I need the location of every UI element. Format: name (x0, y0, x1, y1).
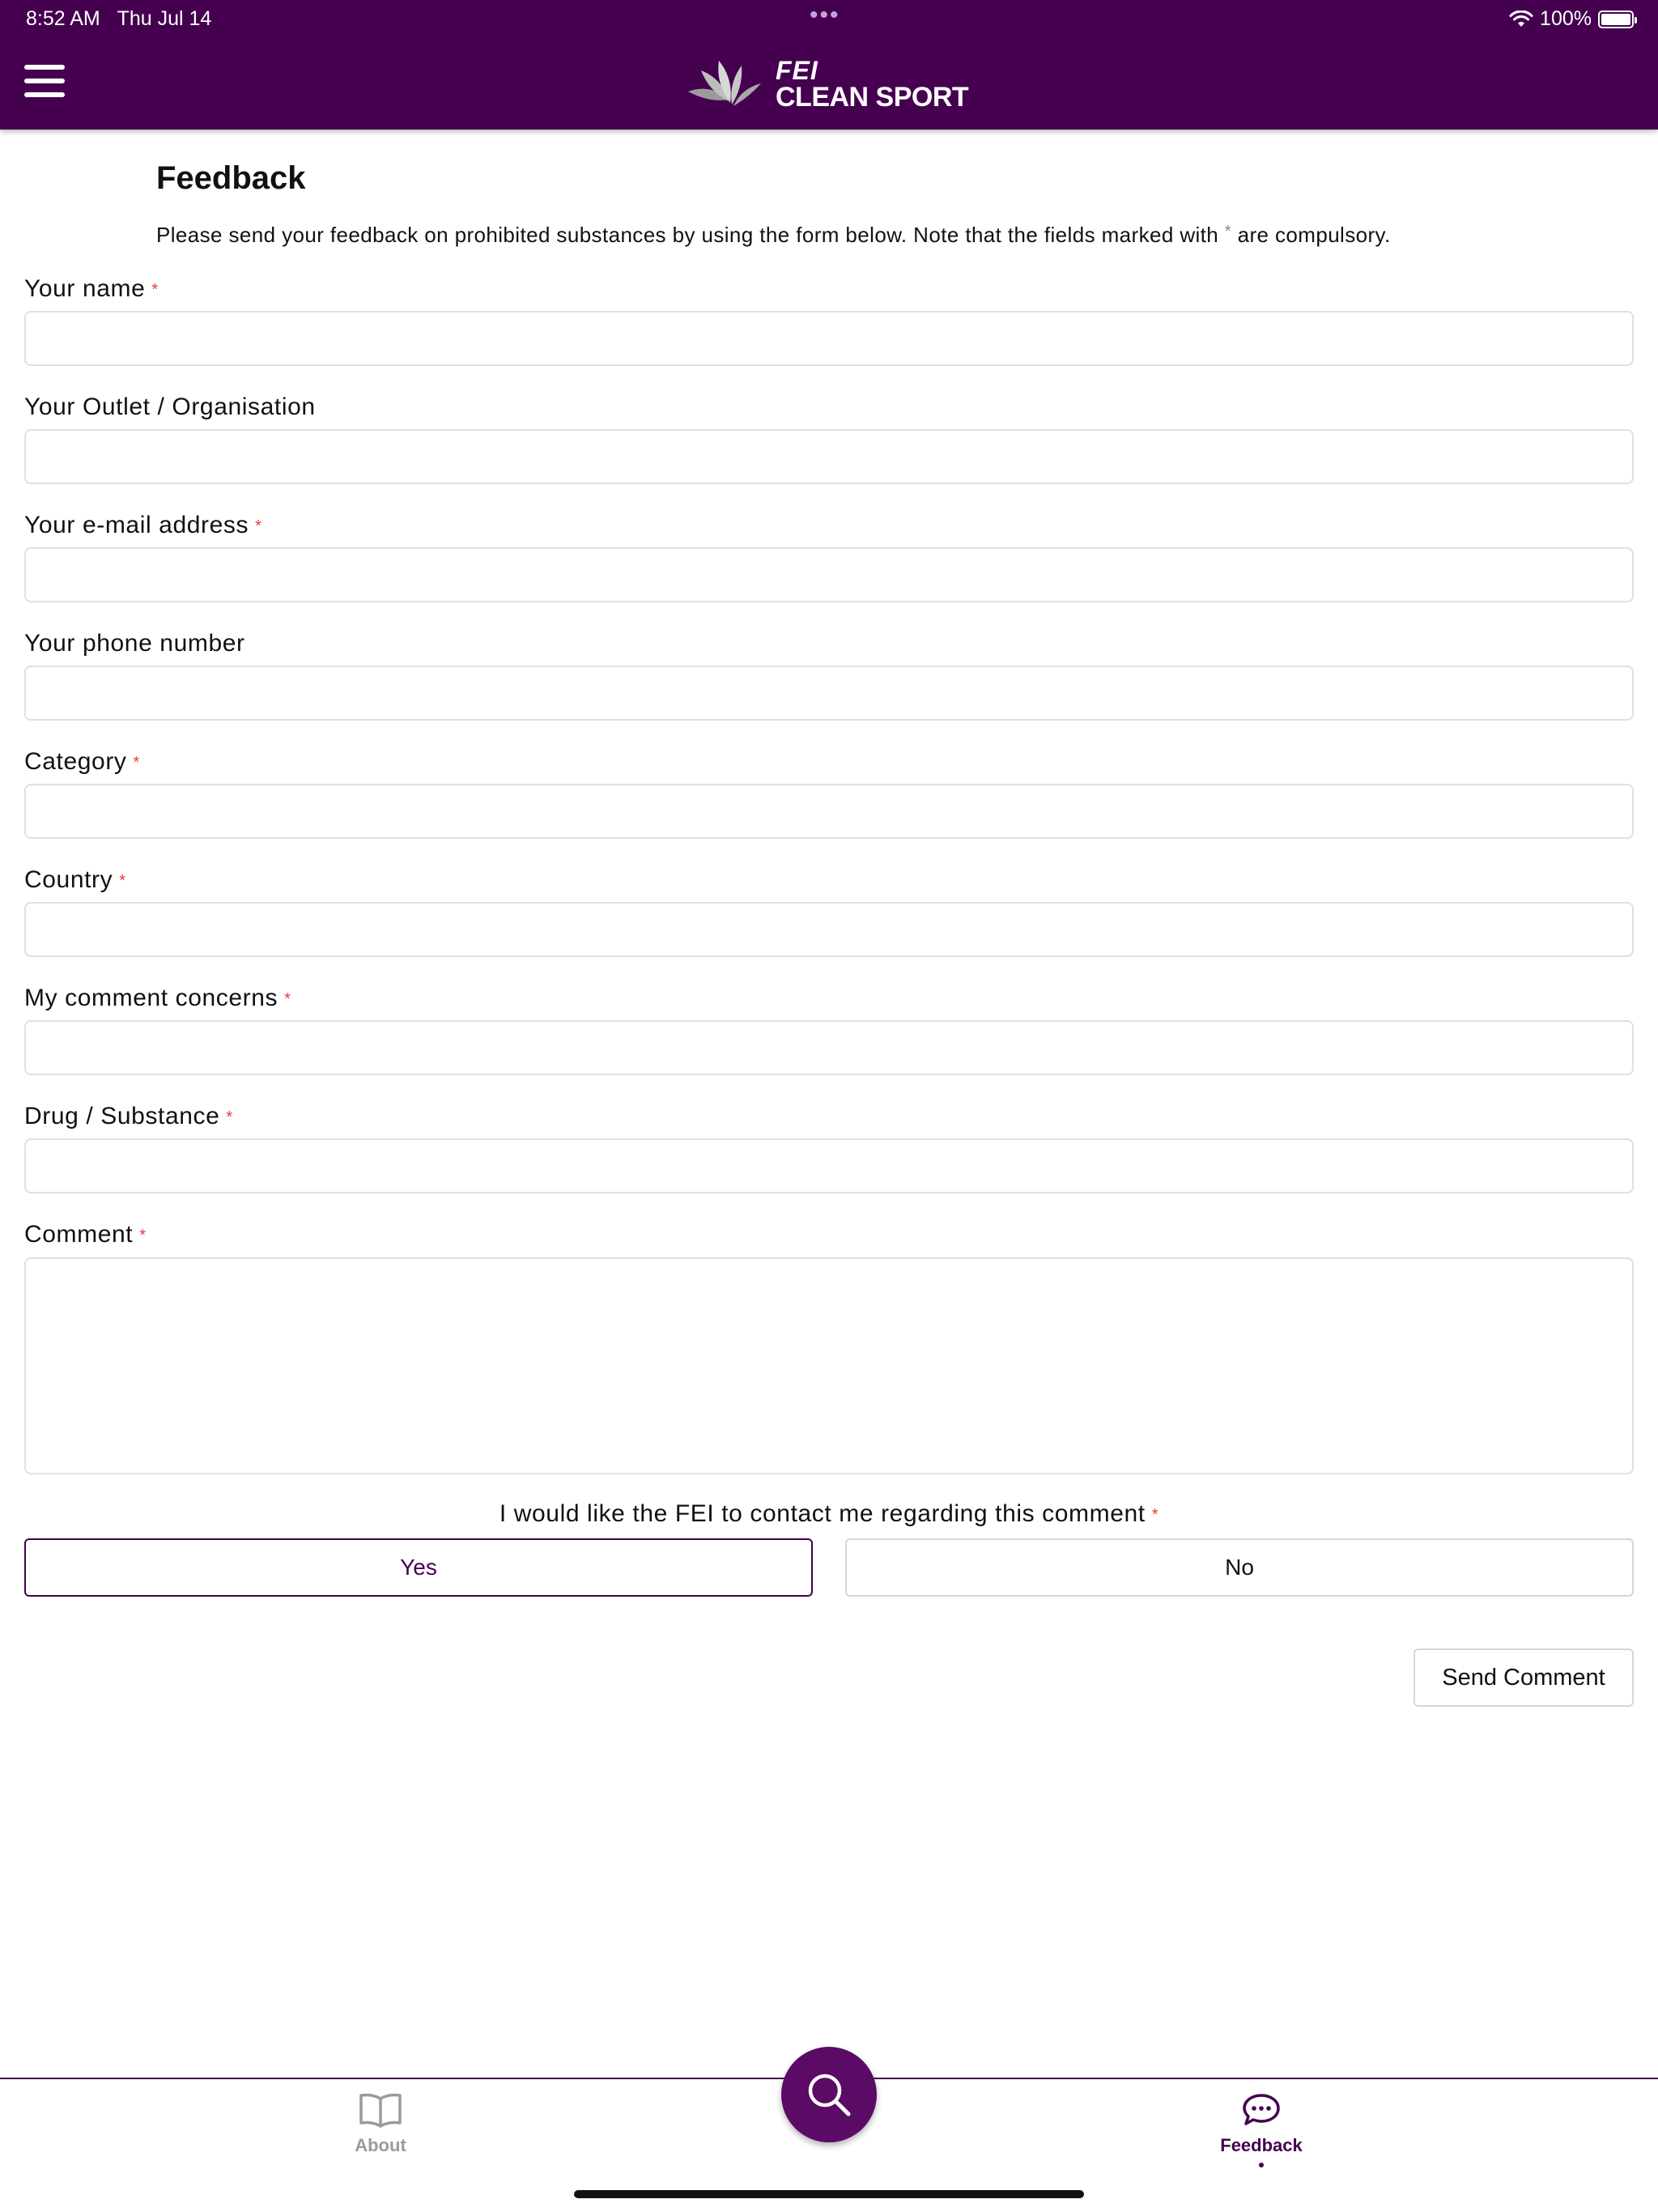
comment-concerns-label (24, 985, 291, 1012)
required-mark: * (255, 517, 262, 535)
intro-text: Please send your feedback on prohibited substances by using the form below. Note that the fields marked with (156, 223, 1219, 247)
country-input[interactable] (24, 902, 1634, 957)
battery-fill (1601, 14, 1630, 25)
status-bar (0, 0, 1658, 39)
comment-textarea[interactable] (24, 1257, 1634, 1474)
comment-concerns-input[interactable] (24, 1020, 1634, 1075)
active-tab-indicator (1259, 2163, 1264, 2167)
logo-text (776, 57, 968, 111)
battery-percent: 100% (1540, 7, 1592, 30)
send-comment-button[interactable]: Send Comment (1414, 1648, 1634, 1707)
tab-feedback-label: Feedback (1220, 2135, 1303, 2155)
name-label (24, 275, 159, 303)
wifi-icon (1509, 11, 1533, 28)
required-mark: * (139, 1226, 147, 1244)
chat-bubble-icon (1242, 2092, 1281, 2128)
contact-question-text: I would like the FEI to contact me regarding this comment (499, 1500, 1146, 1527)
page-intro (156, 223, 1391, 248)
battery-icon (1598, 11, 1634, 28)
page-title: Feedback (156, 160, 306, 196)
required-mark: * (119, 871, 126, 890)
status-time (26, 7, 211, 31)
contact-question (0, 1500, 1658, 1528)
contact-yes-button[interactable]: Yes (24, 1538, 813, 1597)
substance-label-text: Drug / Substance (24, 1103, 220, 1129)
category-label-text: Category (24, 748, 127, 775)
multitask-dots[interactable]: ••• (810, 2, 840, 28)
category-input[interactable] (24, 784, 1634, 839)
intro-star: * (1224, 223, 1231, 240)
search-button[interactable] (781, 2047, 877, 2142)
required-mark: * (133, 753, 140, 772)
category-label (24, 748, 140, 776)
phone-input[interactable] (24, 666, 1634, 721)
email-label-text: Your e-mail address (24, 512, 249, 538)
comment-label (24, 1221, 147, 1249)
phone-label-text: Your phone number (24, 630, 245, 657)
tab-feedback[interactable] (1180, 2092, 1342, 2167)
name-label-text: Your name (24, 275, 146, 302)
tab-about-label: About (355, 2135, 406, 2155)
hamburger-menu-icon[interactable] (24, 65, 65, 100)
logo-clean-sport: CLEAN SPORT (776, 82, 969, 113)
lotus-logo-icon (687, 59, 767, 109)
fei-clean-sport-logo (687, 55, 968, 113)
intro-text-end: are compulsory. (1237, 223, 1391, 247)
search-icon (803, 2069, 855, 2121)
required-mark: * (1151, 1505, 1159, 1524)
organisation-label-text: Your Outlet / Organisation (24, 393, 316, 420)
name-input[interactable] (24, 311, 1634, 366)
email-input[interactable] (24, 547, 1634, 602)
email-label (24, 512, 261, 539)
required-mark: * (284, 989, 291, 1008)
comment-label-text: Comment (24, 1221, 134, 1248)
substance-input[interactable] (24, 1138, 1634, 1193)
tab-about[interactable] (300, 2092, 461, 2156)
home-indicator[interactable] (574, 2190, 1084, 2198)
contact-no-button[interactable]: No (845, 1538, 1634, 1597)
logo-fei: FEI (776, 56, 818, 85)
required-mark: * (151, 280, 159, 299)
comment-concerns-label-text: My comment concerns (24, 985, 278, 1011)
phone-label (24, 630, 245, 657)
required-mark: * (226, 1108, 233, 1126)
organisation-input[interactable] (24, 429, 1634, 484)
app-header (0, 39, 1658, 130)
organisation-label (24, 393, 316, 421)
status-right (1509, 7, 1634, 31)
country-label (24, 866, 126, 894)
book-icon (358, 2092, 403, 2128)
status-date: Thu Jul 14 (117, 7, 212, 30)
country-label-text: Country (24, 866, 113, 893)
substance-label (24, 1103, 233, 1130)
status-clock: 8:52 AM (26, 7, 100, 30)
